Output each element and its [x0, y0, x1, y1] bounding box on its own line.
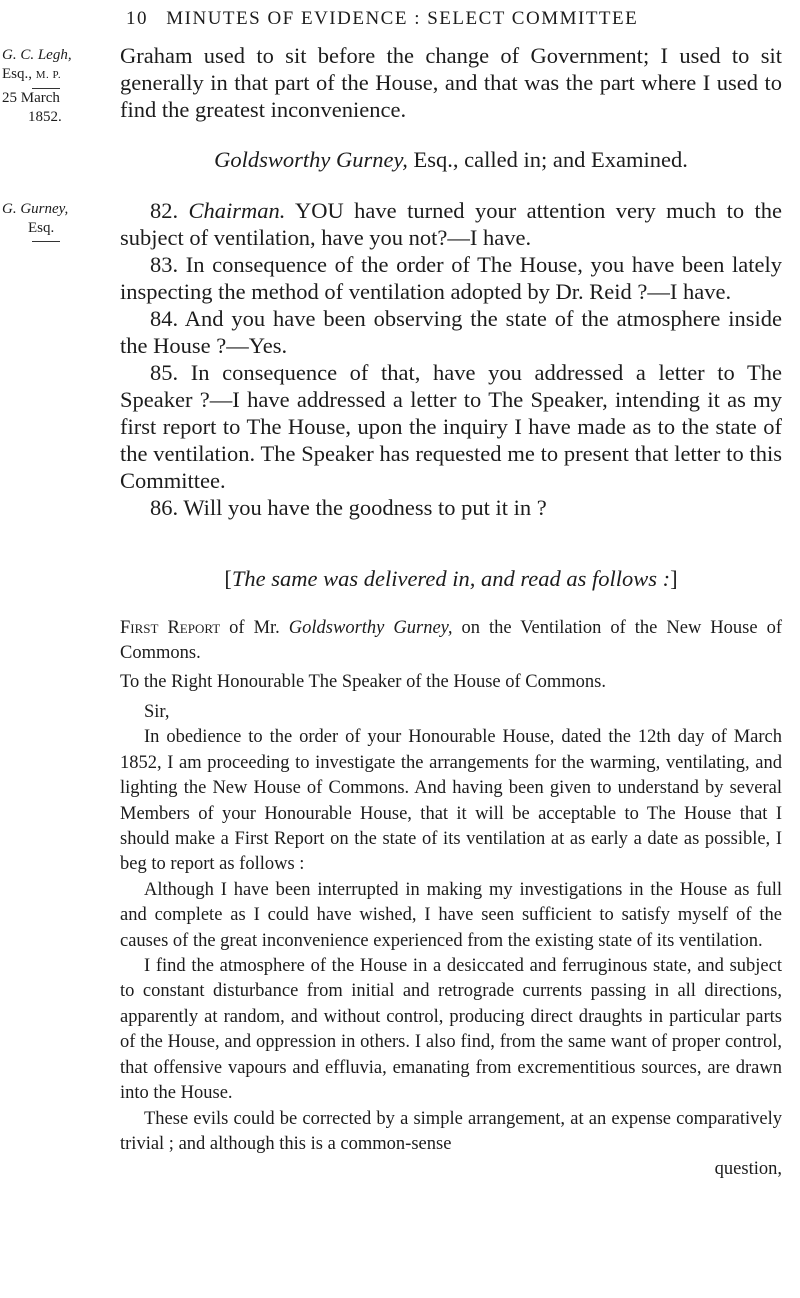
question-number: 84.: [150, 306, 185, 331]
witness-heading-rest: Esq., called in; and Examined.: [407, 147, 688, 172]
question-84: [120, 305, 782, 359]
catchword: question,: [714, 1159, 782, 1180]
witness-heading: [120, 146, 782, 173]
report-heading: [120, 616, 782, 667]
salutation: Sir,: [144, 702, 170, 722]
margin-title-prefix: Esq.,: [2, 66, 32, 82]
report-paragraph: I find the atmosphere of the House in a desiccated and ferruginous state, and subject to constant disturbance from initial and retrograde currents passing in all directions, apparently at random, and without control, producing direct draughts in particular parts of the House, and oppression in others. I also find, from the same want of proper control, that offensive vapours and effluvia, emanating from excrementitious sources, are drawn into the House.: [120, 956, 782, 1104]
opening-paragraph: [120, 42, 782, 123]
question-85: [120, 359, 782, 494]
question-speaker: Chairman.: [188, 198, 286, 223]
report-author: Goldsworthy Gurney,: [288, 618, 453, 638]
opening-paragraph-text: Graham used to sit before the change of Government; I used to sit generally in that part of the House, and that was the part where I used to find the greatest inconvenience.: [120, 43, 782, 122]
margin-note-witness-legh: [2, 46, 100, 127]
report-addressee: [120, 670, 782, 695]
report-paragraph: Although I have been interrupted in making my investigations in the House as full and complete as I could have wished, I have seen sufficient to satisfy myself of the causes of the great inconvenience experienced from the existing state of its ventilation.: [120, 879, 782, 951]
question-86: [120, 494, 782, 521]
addressee-text: To the Right Honourable The Speaker of the House of Commons.: [120, 672, 606, 692]
margin-note-witness-gurney: [2, 200, 100, 242]
margin-name: G. Gurney,: [2, 201, 69, 217]
margin-year: 1852.: [28, 109, 62, 125]
report-paragraph: These evils could be corrected by a simple arrangement, at an expense comparatively trivial ; and although this is a common-sense: [120, 1108, 782, 1154]
margin-name: G. C. Legh,: [2, 47, 72, 63]
questions-block: [120, 197, 782, 521]
running-title: MINUTES OF EVIDENCE : SELECT COMMITTEE: [166, 8, 639, 29]
bracket-note: [The same was delivered in, and read as follows :]: [224, 566, 678, 591]
question-text: YOU have turned your attention very much to the subject of ventilation, have you not?—I have.: [120, 198, 782, 250]
question-82: [120, 197, 782, 251]
bracket-note-text: The same was delivered in, and read as follows :: [231, 566, 671, 591]
report-heading-rest: on the Ventilation of the New House of Commons.: [120, 618, 782, 664]
page-number: 10: [126, 8, 148, 29]
question-text: And you have been observing the state of the atmosphere inside the House ?—Yes.: [120, 306, 782, 358]
question-number: 83.: [150, 252, 186, 277]
report-heading-of: of Mr.: [220, 618, 289, 638]
report-paragraph: In obedience to the order of your Honourable House, dated the 12th day of March 1852, I am proceeding to investigate the arrangements for the warming, ventilating, and lighting the New House of Commons. And having been given to understand by several Members of your Honourable House, that it will be acceptable to The House that I should make a First Report on the state of its ventilation at as early a date as possible, I beg to report as follows :: [120, 727, 782, 875]
question-number: 82.: [150, 198, 189, 223]
question-text: Will you have the goodness to put it in ?: [183, 495, 547, 520]
report-body: [120, 700, 782, 1183]
question-number: 85.: [150, 360, 191, 385]
question-text: In consequence of the order of The House, you have been lately inspecting the method of ventilation adopted by Dr. Reid ?—I have.: [120, 252, 783, 304]
margin-title: Esq.: [28, 220, 55, 236]
question-number: 86.: [150, 495, 184, 520]
witness-name: Goldsworthy Gurney,: [214, 147, 408, 172]
margin-date: 25 March: [2, 90, 60, 106]
margin-title-suffix: M. P.: [35, 69, 62, 81]
margin-rule: [32, 241, 60, 242]
question-text: In consequence of that, have you addressed a letter to The Speaker ?—I have addressed a letter to The Speaker, intending it as my first report to The House, upon the inquiry I have made as to the state of the ventilation. The Speaker has requested me to present that letter to this Committee.: [120, 360, 782, 493]
report-label: First Report: [120, 618, 221, 638]
question-83: [120, 251, 782, 305]
running-header: [126, 8, 786, 30]
